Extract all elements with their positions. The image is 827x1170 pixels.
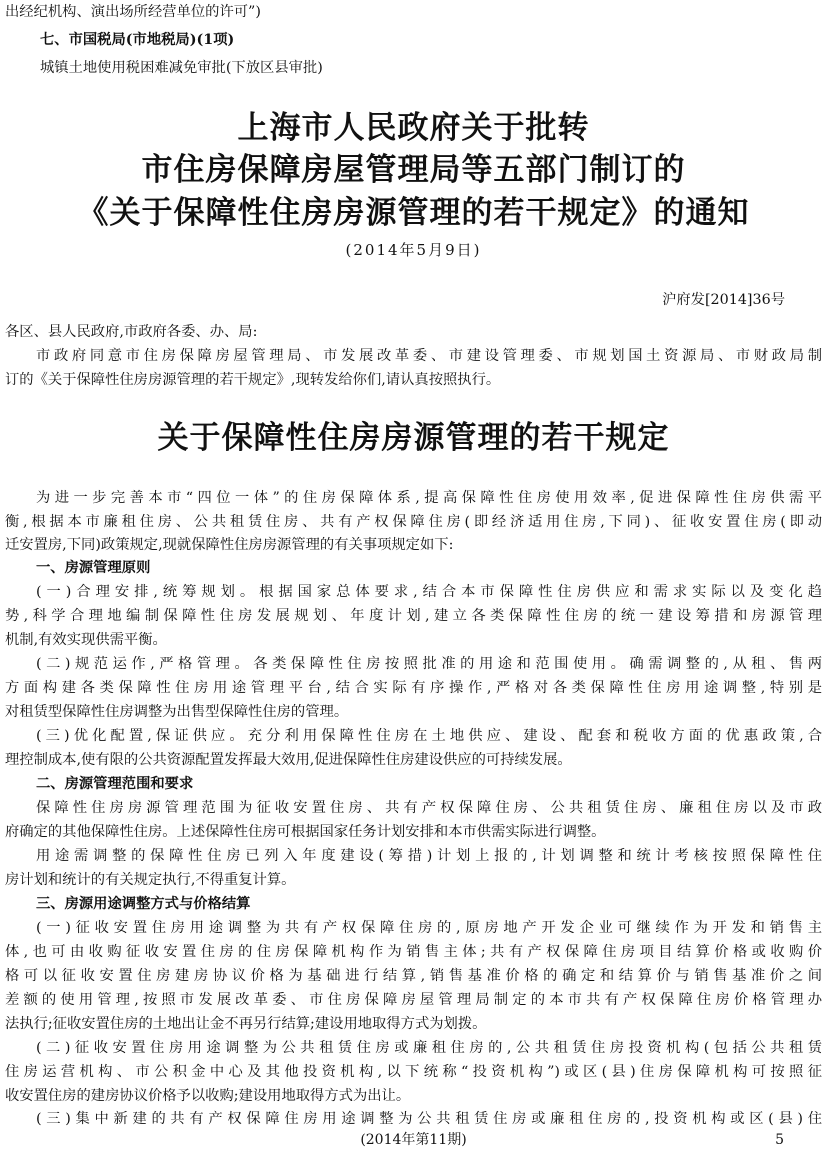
paragraph-line: 对租赁型保障性住房调整为出售型保障性住房的管理。 — [5, 704, 349, 720]
paragraph-line: 差额的使用管理,按照市发展改革委、市住房保障房屋管理局制定的本市共有产权保障住房价格管理办 — [5, 992, 822, 1008]
intro-line: 衡,根据本市廉租住房、公共租赁住房、共有产权保障住房(即经济适用住房,下同)、征收安置住房(即动 — [5, 514, 822, 530]
paragraph-line: 方面构建各类保障性住房用途管理平台,结合实际有序操作,严格对各类保障性住房用途调整,特别是 — [5, 680, 822, 696]
paragraph-line: (一)合理安排,统筹规划。根据国家总体要求,结合本市保障性住房供应和需求实际以及变化趋 — [36, 584, 822, 600]
paragraph-line: (一)征收安置住房用途调整为共有产权保障住房的,原房地产开发企业可继续作为开发和销售主 — [36, 920, 822, 936]
page-number: 5 — [775, 1132, 784, 1148]
notice-date: (2014年5月9日) — [345, 241, 482, 259]
paragraph-line: 法执行;征收安置住房的土地出让金不再另行结算;建设用地取得方式为划拨。 — [5, 1016, 487, 1032]
notice-body-line: 市政府同意市住房保障房屋管理局、市发展改革委、市建设管理委、市规划国土资源局、市财政局制 — [36, 348, 822, 364]
section-heading: 一、房源管理原则 — [36, 560, 151, 576]
paragraph-line: 机制,有效实现供需平衡。 — [5, 632, 167, 648]
paragraph-line: (三)优化配置,保证供应。充分利用保障性住房在土地供应、建设、配套和税收方面的优惠政策,合 — [36, 728, 822, 744]
list-item: 城镇土地使用税困难减免审批(下放区县审批) — [40, 60, 323, 76]
paragraph-line: (三)集中新建的共有产权保障住房用途调整为公共租赁住房或廉租住房的,投资机构或区(县)住 — [36, 1111, 822, 1127]
paragraph-line: 住房运营机构、市公积金中心及其他投资机构,以下统称“投资机构”)或区(县)住房保障机构可按照征 — [5, 1064, 822, 1080]
issue-footer: (2014年第11期) — [360, 1132, 467, 1148]
notice-title-line: 《关于保障性住房房源管理的若干规定》的通知 — [77, 195, 750, 231]
paragraph-line: 格可以征收安置住房建房协议价格为基础进行结算,销售基准价格的确定和结算价与销售基准价之间 — [5, 968, 822, 984]
continuation-line: 出经纪机构、演出场所经营单位的许可”) — [5, 4, 261, 20]
paragraph-line: 府确定的其他保障性住房。上述保障性住房可根据国家任务计划安排和本市供需实际进行调整。 — [5, 824, 606, 840]
paragraph-line: (二)规范运作,严格管理。各类保障性住房按照批准的用途和范围使用。确需调整的,从租、售两 — [36, 656, 822, 672]
section-heading: 二、房源管理范围和要求 — [36, 776, 194, 792]
paragraph-line: (二)征收安置住房用途调整为公共租赁住房或廉租住房的,公共租赁住房投资机构(包括公共租赁 — [36, 1040, 822, 1056]
paragraph-line: 收安置住房的建房协议价格予以收购;建设用地取得方式为出让。 — [5, 1088, 411, 1104]
paragraph-line: 保障性住房房源管理范围为征收安置住房、共有产权保障住房、公共租赁住房、廉租住房以及市政 — [36, 800, 822, 816]
section-heading: 七、市国税局(市地税局)(1项) — [40, 32, 235, 48]
paragraph-line: 势,科学合理地编制保障性住房发展规划、年度计划,建立各类保障性住房的统一建设筹措和房源管理 — [5, 608, 822, 624]
section-heading: 三、房源用途调整方式与价格结算 — [36, 896, 251, 912]
paragraph-line: 体,也可由收购征收安置住房的住房保障机构作为销售主体;共有产权保障住房项目结算价格或收购价 — [5, 944, 822, 960]
paragraph-line: 理控制成本,使有限的公共资源配置发挥最大效用,促进保障性住房建设供应的可持续发展。 — [5, 752, 572, 768]
document-number: 沪府发[2014]36号 — [662, 292, 785, 308]
notice-title-line: 上海市人民政府关于批转 — [237, 110, 590, 146]
paragraph-line: 房计划和统计的有关规定执行,不得重复计算。 — [5, 872, 296, 888]
intro-line: 迁安置房,下同)政策规定,现就保障性住房房源管理的有关事项规定如下: — [5, 537, 454, 553]
salutation: 各区、县人民政府,市政府各委、办、局: — [5, 324, 258, 340]
notice-title-line: 市住房保障房屋管理局等五部门制订的 — [141, 152, 686, 188]
notice-body-line: 订的《关于保障性住房房源管理的若干规定》,现转发给你们,请认真按照执行。 — [5, 372, 501, 388]
regulation-title: 关于保障性住房房源管理的若干规定 — [157, 420, 670, 456]
paragraph-line: 用途需调整的保障性住房已列入年度建设(筹措)计划上报的,计划调整和统计考核按照保障性住 — [36, 848, 822, 864]
intro-line: 为进一步完善本市“四位一体”的住房保障体系,提高保障性住房使用效率,促进保障性住房供需平 — [36, 490, 822, 506]
